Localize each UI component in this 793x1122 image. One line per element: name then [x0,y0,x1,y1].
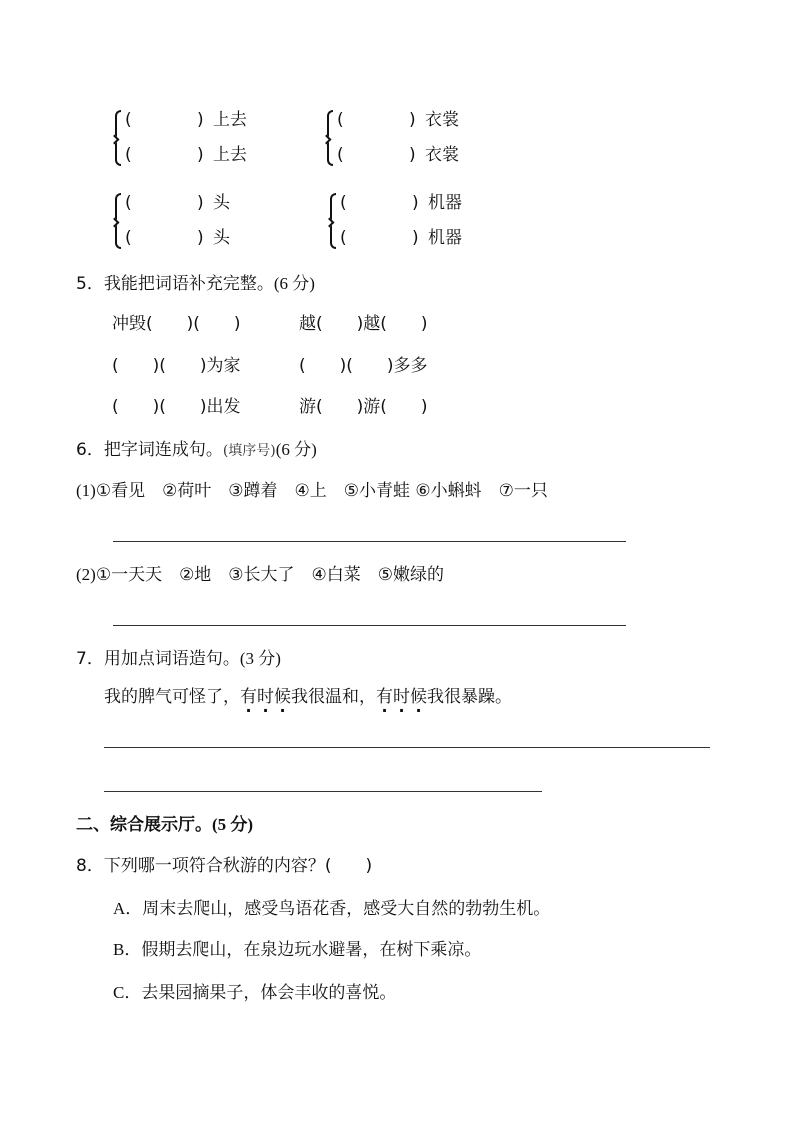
fill-item[interactable]: ( )( )出发 [112,397,241,417]
question-7-heading [76,650,281,668]
option-a[interactable] [113,900,550,918]
answer-line[interactable] [104,747,710,748]
word: 衣裳 [425,145,459,165]
part-label: (2) [76,565,96,584]
option-text: 周末去爬山，感受鸟语花香，感受大自然的勃勃生机。 [142,899,551,919]
emphasized-char: 时 [257,687,274,707]
brace-group-tou: ( ) 头 ( ) 头 [115,193,305,253]
brace-icon [115,110,121,166]
question-8-heading [76,858,372,875]
answer-line[interactable] [113,625,626,626]
question-number: 7． [76,649,104,669]
word: 机器 [428,193,462,213]
answer-line[interactable] [104,791,542,792]
word: 头 [213,228,230,248]
option-text: 假期去爬山，在泉边玩水避暑，在树下乘凉。 [141,940,482,960]
word: 衣裳 [425,110,459,130]
question-6-heading [76,441,317,459]
option-c[interactable] [113,984,396,1002]
fill-item[interactable]: 游( )游( ) [299,397,428,417]
example-sentence: 我的脾气可怪了，有时候我很温和，有时候我很暴躁。 [104,687,512,707]
answer-line[interactable] [113,541,626,542]
section-score: (5 分) [212,815,254,834]
fill-item[interactable]: 越( )越( ) [299,314,428,334]
brace-icon [330,193,336,249]
word-options: ①看见 ②荷叶 ③蹲着 ④上 ⑤小青蛙 ⑥小蝌蚪 ⑦一只 [95,481,548,501]
fill-item[interactable]: ( )( )多多 [299,356,428,376]
word: 头 [213,193,230,213]
question-title: 下列哪一项符合秋游的内容？ [103,856,325,876]
word: 上去 [213,145,247,165]
option-label: B． [113,940,142,959]
fill-item[interactable]: ( )( )为家 [112,356,241,376]
emphasized-char: 候 [410,687,427,707]
word-list-1 [76,482,548,500]
brace-group-shangqu: ( ) 上去 ( ) 上去 [115,110,305,170]
emphasized-char: 有 [376,687,393,707]
part-label: (1) [76,481,96,500]
section-title: 二、综合展示厅。 [76,815,212,835]
question-number: 6． [76,440,104,460]
emphasized-char: 有 [240,687,257,707]
brace-group-yishang: ( ) 衣裳 ( ) 衣裳 [327,110,517,170]
word: 机器 [428,228,462,248]
option-label: A． [113,899,143,918]
question-title: 用加点词语造句。 [103,649,240,669]
question-title: 我能把词语补充完整。 [103,274,274,294]
brace-group-jiqi: ( ) 机器 ( ) 机器 [330,193,520,253]
answer-blank[interactable]: ( ) [324,856,373,876]
question-score: (3 分) [239,649,281,668]
option-text: 去果园摘果子，体会丰收的喜悦。 [141,983,397,1003]
question-score: (6 分) [275,440,317,459]
question-score: (6 分) [273,274,315,293]
question-5-heading [76,275,315,293]
emphasized-char: 时 [393,687,410,707]
word-options: ①一天天 ②地 ③长大了 ④白菜 ⑤嫩绿的 [95,565,445,585]
option-label: C． [113,983,142,1002]
brace-icon [115,193,121,249]
section-heading [76,816,253,834]
question-hint: (填序号) [222,443,276,459]
option-b[interactable] [113,941,481,959]
word-list-2 [76,566,444,584]
question-title: 把字词连成句。 [103,440,223,460]
word: 上去 [213,110,247,130]
fill-item[interactable]: 冲毁( )( ) [112,314,241,334]
question-number: 8． [76,856,104,876]
question-number: 5． [76,274,104,294]
emphasized-char: 候 [274,687,291,707]
brace-icon [327,110,333,166]
